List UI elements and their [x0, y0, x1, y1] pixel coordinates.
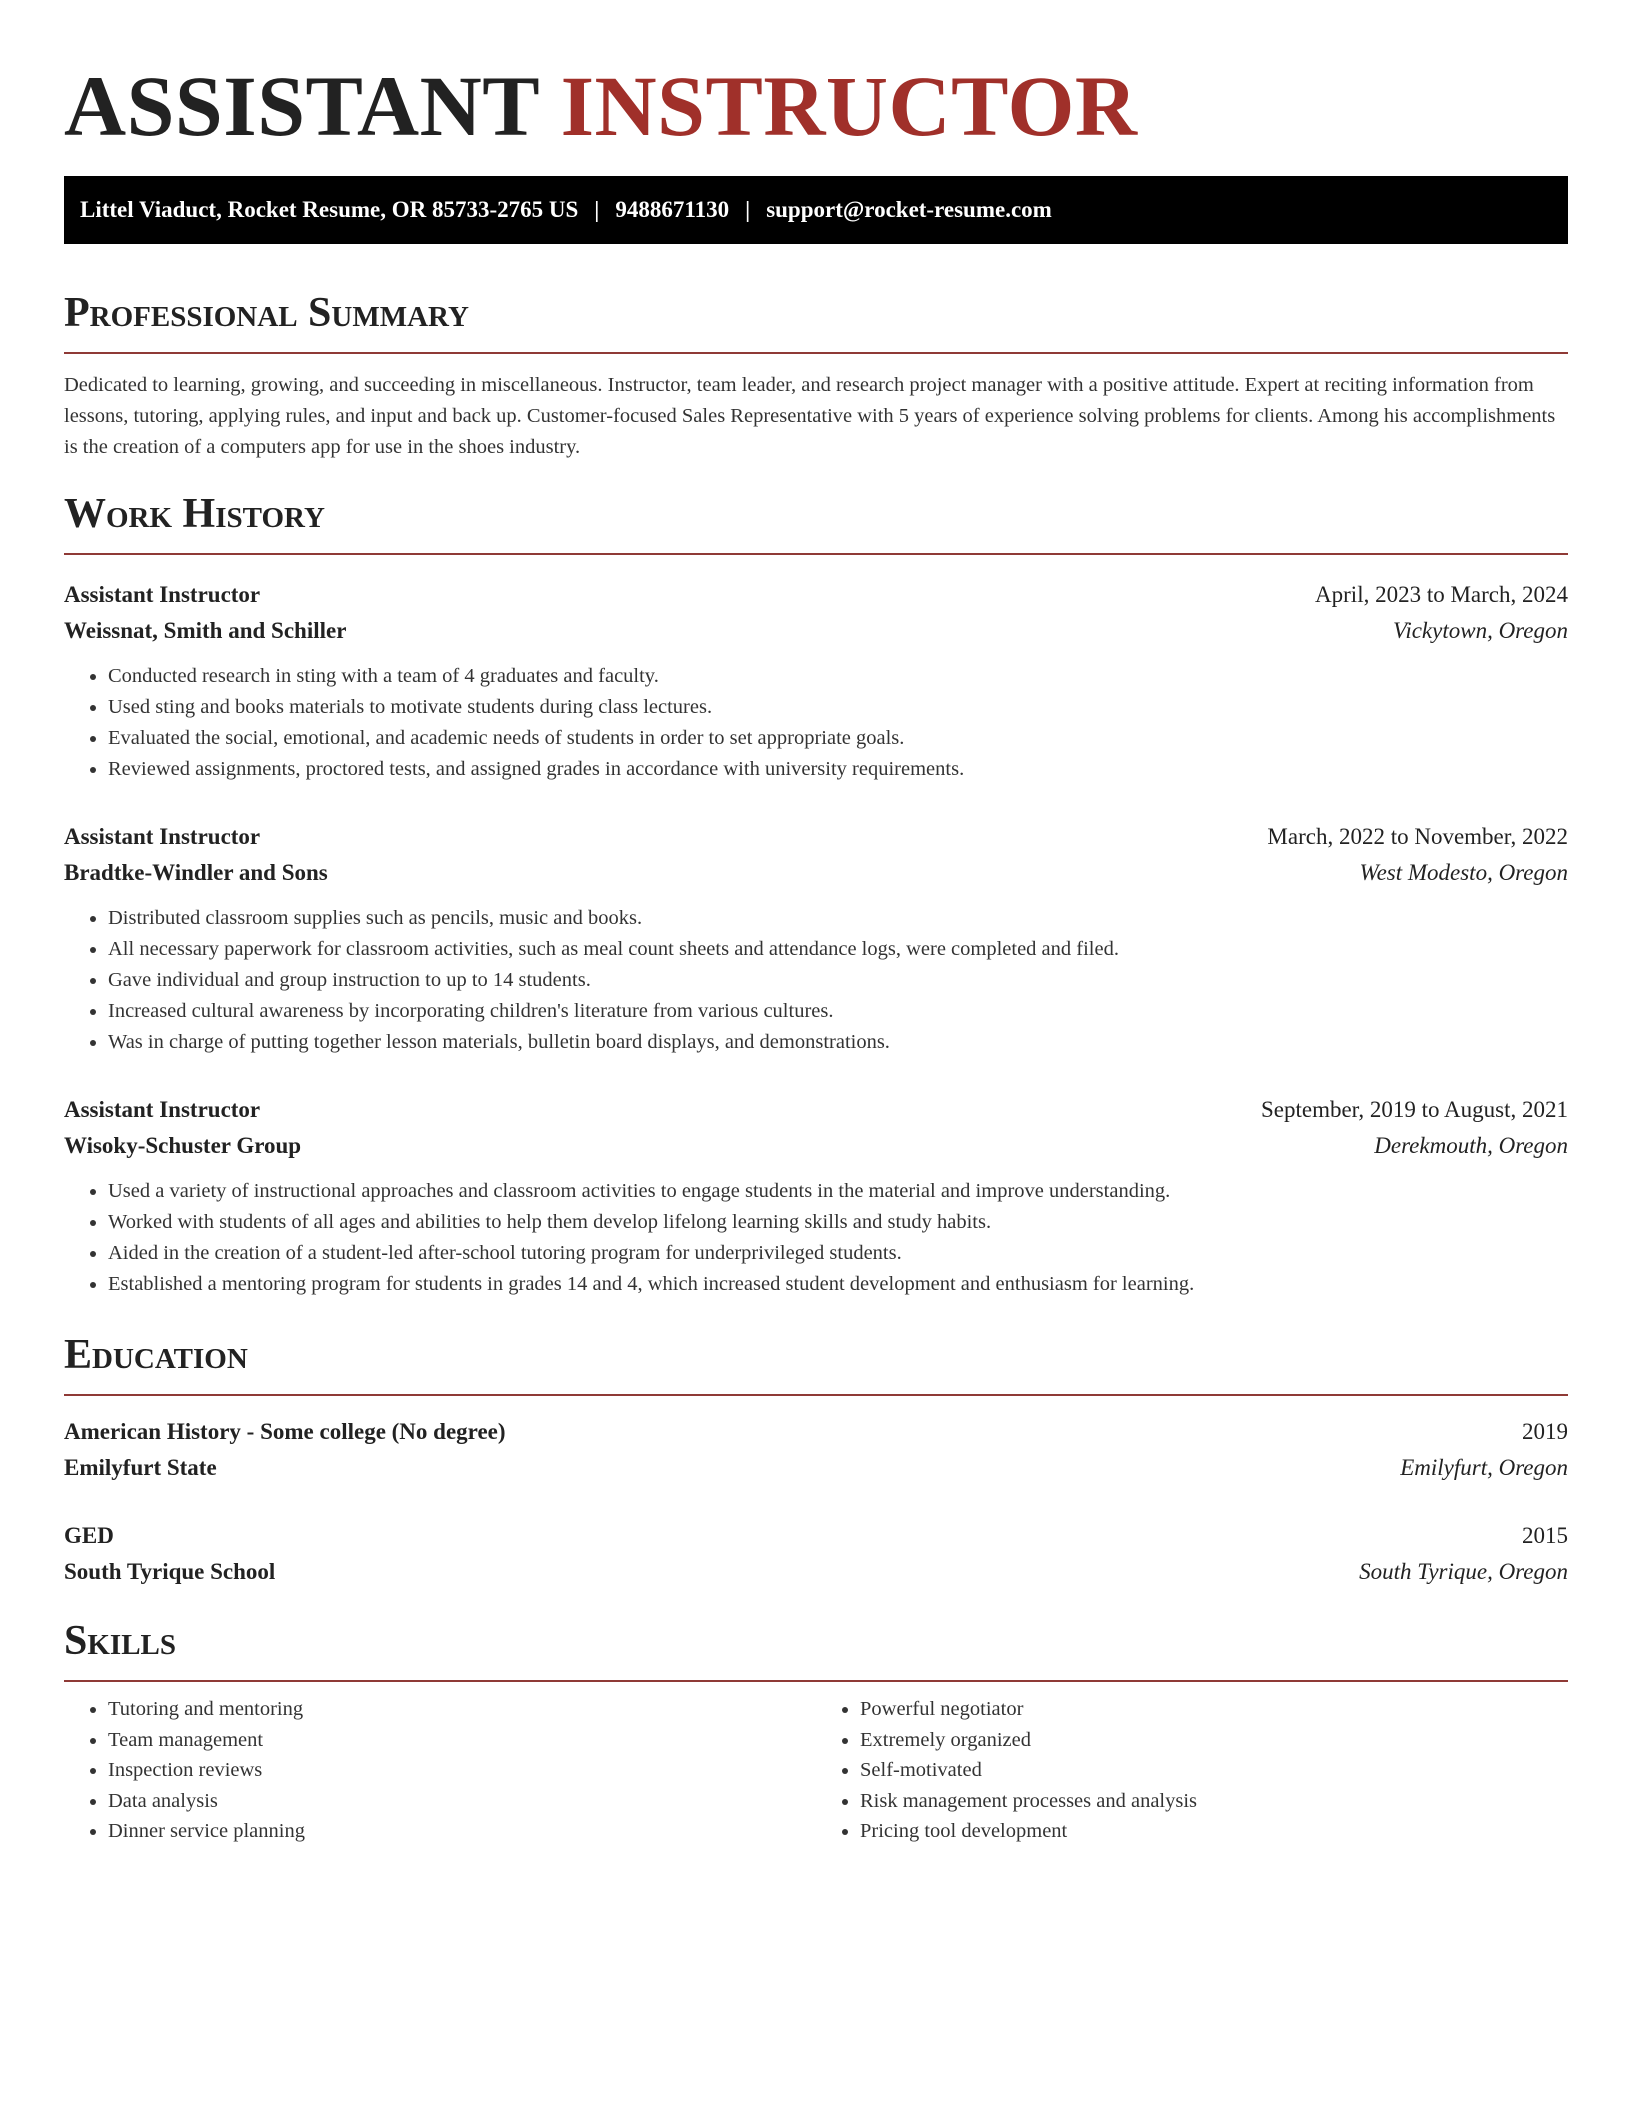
job-bullet: • Conducted research in sting with a team of 4 graduates and faculty. — [108, 661, 1568, 692]
skill-item: • Extremely organized — [860, 1725, 1568, 1756]
job-bullet: • Distributed classroom supplies such as pencils, music and books. — [108, 903, 1568, 934]
job-bullet: • All necessary paperwork for classroom activities, such as meal count sheets and attendance logs, were completed and filed. — [108, 934, 1568, 965]
skill-item: • Team management — [108, 1725, 816, 1756]
skill-item: • Pricing tool development — [860, 1816, 1568, 1847]
skill-item: • Tutoring and mentoring — [108, 1694, 816, 1725]
work-history-heading: Work History — [64, 489, 1568, 555]
job-bullet: • Increased cultural awareness by incorporating children's literature from various cultures. — [108, 996, 1568, 1027]
job-bullet: • Aided in the creation of a student-led after-school tutoring program for underprivileged students. — [108, 1238, 1568, 1269]
job-title: Assistant Instructor — [64, 824, 261, 849]
job-location: West Modesto, Oregon — [1359, 860, 1568, 885]
skills-column-right — [816, 1694, 1568, 1847]
education-location: Emilyfurt, Oregon — [1400, 1455, 1568, 1480]
summary-text: Dedicated to learning, growing, and succeeding in miscellaneous. Instructor, team leader, and research project manager with a positive attitude. Expert at reciting information from lessons, tutoring, applying rules, and input and back up. Customer-focused Sales Representative with 5 years of experience solving problems for clients. Among his accomplishments is the creation of a computers app for use in the shoes industry. — [64, 374, 1556, 458]
education-school: South Tyrique School — [64, 1559, 276, 1584]
job-header-row — [64, 1092, 1568, 1128]
job-bullet: • Used sting and books materials to motivate students during class lectures. — [108, 692, 1568, 723]
job-title: Assistant Instructor — [64, 1097, 261, 1122]
education-heading: Education — [64, 1330, 1568, 1396]
education-degree-row — [64, 1414, 1568, 1450]
education-location: South Tyrique, Oregon — [1359, 1559, 1568, 1584]
job-title: Assistant Instructor — [64, 582, 261, 607]
job-company: Wisoky-Schuster Group — [64, 1133, 302, 1158]
education-year: 2015 — [1522, 1523, 1568, 1548]
job-bullet: • Used a variety of instructional approaches and classroom activities to engage students in the material and improve understanding. — [108, 1176, 1568, 1207]
summary-heading: Professional Summary — [64, 288, 1568, 354]
job-company: Bradtke-Windler and Sons — [64, 860, 328, 885]
job-location: Derekmouth, Oregon — [1374, 1133, 1568, 1158]
job-bullets — [64, 1176, 1568, 1300]
job-company-row — [64, 855, 1568, 891]
job-bullets — [64, 903, 1568, 1058]
job-dates: September, 2019 to August, 2021 — [1260, 1097, 1568, 1122]
contact-email: support@rocket-resume.com — [766, 197, 1052, 222]
skill-item: • Powerful negotiator — [860, 1694, 1568, 1725]
job-bullet: • Gave individual and group instruction to up to 14 students. — [108, 965, 1568, 996]
job-bullets — [64, 661, 1568, 785]
education-school-row — [64, 1554, 1568, 1590]
contact-address: Littel Viaduct, Rocket Resume, OR 85733-2765 US — [80, 197, 579, 222]
education-degree: American History - Some college (No degree) — [64, 1419, 506, 1444]
job-company-row — [64, 613, 1568, 649]
job-company-row — [64, 1128, 1568, 1164]
job-entry — [64, 819, 1568, 1058]
skills-column-left — [64, 1694, 816, 1847]
education-year: 2019 — [1522, 1419, 1568, 1444]
title-second-word: INSTRUCTOR — [560, 58, 1138, 154]
skill-item: • Risk management processes and analysis — [860, 1786, 1568, 1817]
page-title — [64, 0, 1568, 176]
education-entry — [64, 1414, 1568, 1486]
job-bullet: • Reviewed assignments, proctored tests, and assigned grades in accordance with university requirements. — [108, 754, 1568, 785]
job-company: Weissnat, Smith and Schiller — [64, 618, 347, 643]
job-bullet: • Was in charge of putting together lesson materials, bulletin board displays, and demonstrations. — [108, 1027, 1568, 1058]
contact-separator: | — [745, 197, 751, 222]
contact-bar — [64, 176, 1568, 244]
job-dates: April, 2023 to March, 2024 — [1315, 582, 1568, 607]
education-school: Emilyfurt State — [64, 1455, 217, 1480]
job-entry — [64, 1092, 1568, 1300]
job-entry — [64, 577, 1568, 785]
skill-item: • Inspection reviews — [108, 1755, 816, 1786]
contact-phone: 9488671130 — [615, 197, 730, 222]
job-bullet: • Evaluated the social, emotional, and academic needs of students in order to set appropriate goals. — [108, 723, 1568, 754]
job-header-row — [64, 819, 1568, 855]
skill-item: • Data analysis — [108, 1786, 816, 1817]
education-degree: GED — [64, 1523, 114, 1548]
job-bullet: • Worked with students of all ages and abilities to help them develop lifelong learning skills and study habits. — [108, 1207, 1568, 1238]
skills-heading: Skills — [64, 1616, 1568, 1682]
title-first-word: ASSISTANT — [64, 58, 539, 154]
education-school-row — [64, 1450, 1568, 1486]
job-bullet: • Established a mentoring program for students in grades 14 and 4, which increased student development and enthusiasm for learning. — [108, 1269, 1568, 1300]
skill-item: • Self-motivated — [860, 1755, 1568, 1786]
education-degree-row — [64, 1518, 1568, 1554]
skill-item: • Dinner service planning — [108, 1816, 816, 1847]
job-dates: March, 2022 to November, 2022 — [1267, 824, 1568, 849]
contact-separator: | — [594, 197, 600, 222]
skills-list — [64, 1694, 1568, 1847]
education-entry — [64, 1518, 1568, 1590]
job-location: Vickytown, Oregon — [1392, 618, 1568, 643]
job-header-row — [64, 577, 1568, 613]
